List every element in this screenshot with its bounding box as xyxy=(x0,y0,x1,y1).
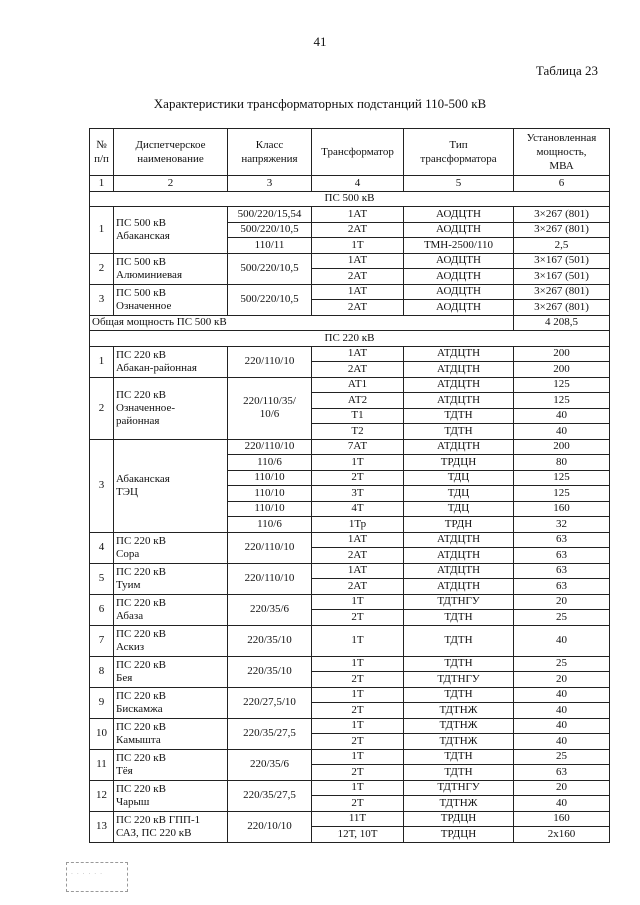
column-header: Трансформатор xyxy=(312,129,404,176)
transformer-type: ТРДЦН xyxy=(404,455,514,471)
column-number: 2 xyxy=(114,176,228,192)
transformer: 1Т xyxy=(312,625,404,656)
transformer-type: АОДЦТН xyxy=(404,284,514,300)
transformer: 3Т xyxy=(312,486,404,502)
installed-power: 40 xyxy=(514,796,610,812)
transformer: 12Т, 10Т xyxy=(312,827,404,843)
voltage-class: 220/10/10 xyxy=(228,811,312,842)
transformer: 1АТ xyxy=(312,532,404,548)
transformer: 1Т xyxy=(312,749,404,765)
transformer: 2Т xyxy=(312,703,404,719)
transformer-type: ТДТН xyxy=(404,749,514,765)
installed-power: 40 xyxy=(514,718,610,734)
voltage-class: 500/220/10,5 xyxy=(228,284,312,315)
transformer: 2Т xyxy=(312,765,404,781)
row-number: 11 xyxy=(90,749,114,780)
installed-power: 3×267 (801) xyxy=(514,300,610,316)
substation-name: ПС 220 кВ Камышта xyxy=(114,718,228,749)
transformer-type: АТДЦТН xyxy=(404,532,514,548)
installed-power: 125 xyxy=(514,393,610,409)
substation-name: ПС 220 кВ Абакан-районная xyxy=(114,346,228,377)
voltage-class: 220/110/10 xyxy=(228,563,312,594)
row-number: 2 xyxy=(90,377,114,439)
transformer-type: ТРДН xyxy=(404,517,514,533)
substation-name: ПС 500 кВ Абаканская xyxy=(114,207,228,254)
voltage-class: 500/220/15,54 xyxy=(228,207,312,223)
transformer: 2АТ xyxy=(312,269,404,285)
transformer-type: ТДТН xyxy=(404,687,514,703)
installed-power: 40 xyxy=(514,625,610,656)
voltage-class: 500/220/10,5 xyxy=(228,253,312,284)
transformer: 1АТ xyxy=(312,253,404,269)
row-number: 1 xyxy=(90,207,114,254)
installed-power: 125 xyxy=(514,377,610,393)
transformer: 1АТ xyxy=(312,563,404,579)
transformer-type: ТДТН xyxy=(404,765,514,781)
row-number: 12 xyxy=(90,780,114,811)
substation-name: Абаканская ТЭЦ xyxy=(114,439,228,532)
transformer: 2АТ xyxy=(312,579,404,595)
voltage-class: 220/27,5/10 xyxy=(228,687,312,718)
installed-power: 125 xyxy=(514,470,610,486)
header-row xyxy=(90,129,610,176)
section-row xyxy=(90,331,610,347)
row-number: 5 xyxy=(90,563,114,594)
installed-power: 3×167 (501) xyxy=(514,253,610,269)
table-row xyxy=(90,687,610,703)
row-number: 7 xyxy=(90,625,114,656)
table-row xyxy=(90,656,610,672)
voltage-class: 220/110/10 xyxy=(228,532,312,563)
installed-power: 63 xyxy=(514,563,610,579)
installed-power: 125 xyxy=(514,486,610,502)
transformer-type: АТДЦТН xyxy=(404,563,514,579)
substations-table xyxy=(89,128,610,843)
transformer-type: АТДЦТН xyxy=(404,393,514,409)
transformer-type: АОДЦТН xyxy=(404,300,514,316)
substation-name: ПС 220 кВ Тёя xyxy=(114,749,228,780)
transformer-type: ТРДЦН xyxy=(404,811,514,827)
transformer-type: АОДЦТН xyxy=(404,253,514,269)
installed-power: 2х160 xyxy=(514,827,610,843)
installed-power: 25 xyxy=(514,610,610,626)
installed-power: 3×267 (801) xyxy=(514,284,610,300)
installed-power: 40 xyxy=(514,734,610,750)
transformer-type: ТДЦ xyxy=(404,470,514,486)
table-row xyxy=(90,532,610,548)
table-row xyxy=(90,346,610,362)
transformer-type: АОДЦТН xyxy=(404,222,514,238)
substation-name: ПС 500 кВ Означенное xyxy=(114,284,228,315)
voltage-class: 110/10 xyxy=(228,501,312,517)
substation-name: ПС 220 кВ Абаза xyxy=(114,594,228,625)
section-title: ПС 500 кВ xyxy=(90,191,610,207)
substation-name: ПС 220 кВ Аскиз xyxy=(114,625,228,656)
column-header: Класс напряжения xyxy=(228,129,312,176)
transformer: 1Т xyxy=(312,238,404,254)
transformer: 2АТ xyxy=(312,222,404,238)
transformer-type: ТДТН xyxy=(404,656,514,672)
row-number: 6 xyxy=(90,594,114,625)
column-number: 4 xyxy=(312,176,404,192)
total-row xyxy=(90,315,610,331)
voltage-class: 220/110/10 xyxy=(228,439,312,455)
installed-power: 200 xyxy=(514,362,610,378)
transformer-type: АТДЦТН xyxy=(404,346,514,362)
transformer: Т1 xyxy=(312,408,404,424)
table-row xyxy=(90,780,610,796)
transformer-type: ТМН-2500/110 xyxy=(404,238,514,254)
substation-name: ПС 500 кВ Алюминиевая xyxy=(114,253,228,284)
substation-name: ПС 220 кВ Чарыш xyxy=(114,780,228,811)
table-label: Таблица 23 xyxy=(535,63,598,78)
column-number: 6 xyxy=(514,176,610,192)
installed-power: 80 xyxy=(514,455,610,471)
page-number: 41 xyxy=(313,34,327,49)
section-row xyxy=(90,191,610,207)
installed-power: 3×267 (801) xyxy=(514,207,610,223)
table-title: Характеристики трансформаторных подстанций 110-500 кВ xyxy=(153,96,487,111)
transformer: 2Т xyxy=(312,734,404,750)
transformer-type: АТДЦТН xyxy=(404,579,514,595)
installed-power: 200 xyxy=(514,346,610,362)
transformer-type: АОДЦТН xyxy=(404,269,514,285)
transformer: 4Т xyxy=(312,501,404,517)
transformer-type: ТДТНЖ xyxy=(404,734,514,750)
substation-name: ПС 220 кВ Бискамжа xyxy=(114,687,228,718)
transformer: 1Т xyxy=(312,687,404,703)
transformer: 2АТ xyxy=(312,362,404,378)
table-row xyxy=(90,718,610,734)
transformer: АТ1 xyxy=(312,377,404,393)
installed-power: 63 xyxy=(514,579,610,595)
transformer-type: ТДТН xyxy=(404,424,514,440)
voltage-class: 500/220/10,5 xyxy=(228,222,312,238)
column-number: 5 xyxy=(404,176,514,192)
installed-power: 200 xyxy=(514,439,610,455)
table-row xyxy=(90,563,610,579)
transformer-type: ТДТН xyxy=(404,625,514,656)
row-number: 4 xyxy=(90,532,114,563)
installed-power: 40 xyxy=(514,408,610,424)
substation-name: ПС 220 кВ Туим xyxy=(114,563,228,594)
voltage-class: 220/35/6 xyxy=(228,749,312,780)
transformer-type: ТДТН xyxy=(404,408,514,424)
installed-power: 32 xyxy=(514,517,610,533)
transformer: 2Т xyxy=(312,796,404,812)
table-row xyxy=(90,811,610,827)
installed-power: 40 xyxy=(514,703,610,719)
table-row xyxy=(90,749,610,765)
installed-power: 160 xyxy=(514,501,610,517)
section-title: ПС 220 кВ xyxy=(90,331,610,347)
voltage-class: 220/35/27,5 xyxy=(228,718,312,749)
column-number: 3 xyxy=(228,176,312,192)
voltage-class: 220/35/10 xyxy=(228,656,312,687)
transformer: 1Т xyxy=(312,656,404,672)
voltage-class: 220/35/6 xyxy=(228,594,312,625)
voltage-class: 110/6 xyxy=(228,517,312,533)
row-number: 2 xyxy=(90,253,114,284)
transformer-type: ТДТНГУ xyxy=(404,780,514,796)
voltage-class: 110/10 xyxy=(228,486,312,502)
voltage-class: 220/35/27,5 xyxy=(228,780,312,811)
installed-power: 63 xyxy=(514,765,610,781)
transformer-type: ТРДЦН xyxy=(404,827,514,843)
transformer: 1АТ xyxy=(312,284,404,300)
transformer-type: ТДТНЖ xyxy=(404,718,514,734)
transformer-type: ТДТН xyxy=(404,610,514,626)
substation-name: ПС 220 кВ Бея xyxy=(114,656,228,687)
transformer: 2АТ xyxy=(312,548,404,564)
transformer: 2АТ xyxy=(312,300,404,316)
voltage-class: 110/6 xyxy=(228,455,312,471)
substation-name: ПС 220 кВ Сора xyxy=(114,532,228,563)
transformer-type: АТДЦТН xyxy=(404,439,514,455)
transformer-type: АТДЦТН xyxy=(404,548,514,564)
row-number: 3 xyxy=(90,439,114,532)
installed-power: 25 xyxy=(514,749,610,765)
table-row xyxy=(90,377,610,393)
transformer: 2Т xyxy=(312,610,404,626)
transformer: 1Т xyxy=(312,780,404,796)
voltage-class: 220/110/10 xyxy=(228,346,312,377)
installed-power: 63 xyxy=(514,548,610,564)
substation-name: ПС 220 кВ Означенное- районная xyxy=(114,377,228,439)
installed-power: 63 xyxy=(514,532,610,548)
voltage-class: 110/11 xyxy=(228,238,312,254)
transformer-type: ТДТНГУ xyxy=(404,594,514,610)
transformer-type: ТДТНЖ xyxy=(404,796,514,812)
transformer-type: ТДЦ xyxy=(404,486,514,502)
transformer: АТ2 xyxy=(312,393,404,409)
column-numbers-row xyxy=(90,176,610,192)
transformer: 1Тр xyxy=(312,517,404,533)
table-body xyxy=(90,129,610,843)
table-row xyxy=(90,625,610,656)
transformer: Т2 xyxy=(312,424,404,440)
transformer: 2Т xyxy=(312,470,404,486)
installed-power: 40 xyxy=(514,424,610,440)
transformer: 1Т xyxy=(312,594,404,610)
registration-stamp: · · · · · · xyxy=(66,862,128,892)
transformer: 2Т xyxy=(312,672,404,688)
installed-power: 2,5 xyxy=(514,238,610,254)
transformer: 11Т xyxy=(312,811,404,827)
table-row xyxy=(90,207,610,223)
transformer-type: АОДЦТН xyxy=(404,207,514,223)
row-number: 8 xyxy=(90,656,114,687)
column-header: № п/п xyxy=(90,129,114,176)
row-number: 10 xyxy=(90,718,114,749)
table-row xyxy=(90,594,610,610)
substation-name: ПС 220 кВ ГПП-1 САЗ, ПС 220 кВ xyxy=(114,811,228,842)
installed-power: 20 xyxy=(514,780,610,796)
transformer-type: АТДЦТН xyxy=(404,362,514,378)
table-row xyxy=(90,284,610,300)
transformer-type: ТДТНЖ xyxy=(404,703,514,719)
installed-power: 40 xyxy=(514,687,610,703)
transformer-type: АТДЦТН xyxy=(404,377,514,393)
row-number: 13 xyxy=(90,811,114,842)
transformer: 1АТ xyxy=(312,207,404,223)
transformer: 1Т xyxy=(312,718,404,734)
table-row xyxy=(90,253,610,269)
column-header: Диспетчерское наименование xyxy=(114,129,228,176)
voltage-class: 220/110/35/ 10/6 xyxy=(228,377,312,439)
installed-power: 3×267 (801) xyxy=(514,222,610,238)
table-row xyxy=(90,439,610,455)
column-header: Установленная мощность, МВА xyxy=(514,129,610,176)
transformer: 1АТ xyxy=(312,346,404,362)
total-label: Общая мощность ПС 500 кВ xyxy=(90,315,514,331)
installed-power: 160 xyxy=(514,811,610,827)
row-number: 3 xyxy=(90,284,114,315)
transformer: 7АТ xyxy=(312,439,404,455)
transformer: 1Т xyxy=(312,455,404,471)
installed-power: 3×167 (501) xyxy=(514,269,610,285)
transformer-type: ТДТНГУ xyxy=(404,672,514,688)
column-header: Тип трансформатора xyxy=(404,129,514,176)
transformer-type: ТДЦ xyxy=(404,501,514,517)
installed-power: 20 xyxy=(514,594,610,610)
voltage-class: 220/35/10 xyxy=(228,625,312,656)
row-number: 1 xyxy=(90,346,114,377)
total-value: 4 208,5 xyxy=(514,315,610,331)
row-number: 9 xyxy=(90,687,114,718)
column-number: 1 xyxy=(90,176,114,192)
voltage-class: 110/10 xyxy=(228,470,312,486)
installed-power: 20 xyxy=(514,672,610,688)
installed-power: 25 xyxy=(514,656,610,672)
